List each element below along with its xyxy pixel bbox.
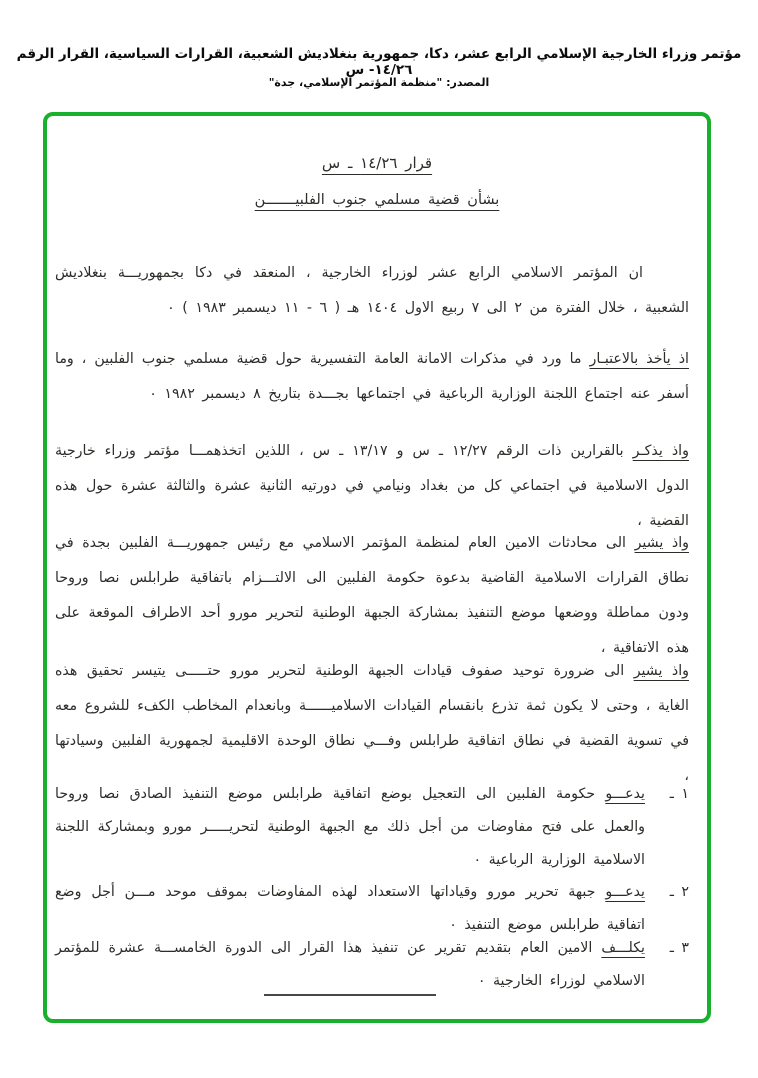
paragraph-text: ما ورد في مذكرات الامانة العامة التفسيرية حول قضية مسلمي جنوب الفلبين ، وما أسفر عنه اجتماع اللجنة الوزارية الرباعية في اجتماعها بجـــدة بتاريخ ٨ ديسمبر ١٩٨٢ ٠ [55, 351, 689, 402]
item-text [55, 778, 645, 877]
item-number: ١ ـ [669, 786, 689, 802]
item-number: ٣ ـ [669, 940, 689, 956]
header-line-1: مؤتمر وزراء الخارجية الإسلامي الرابع عشر، دكا، جمهورية بنغلاديش الشعبية، القرارات السياسية، القرار الرقم ١٤/٢٦- س [16, 46, 742, 78]
header-source-line: المصدر: "منظمة المؤتمر الإسلامي، جدة" [268, 76, 490, 89]
item-lead: يدعـــو [605, 786, 645, 802]
paragraph-lead: واذ يشير [634, 535, 689, 551]
item-text [55, 932, 645, 998]
resolution-title-text: قرار ١٤/٢٦ ـ س [321, 154, 433, 172]
paragraph-lead: واذ يشير [633, 663, 689, 679]
preamble-paragraph-5 [55, 654, 689, 794]
paragraph-lead: اذ يأخذ بالاعتبـار [589, 351, 689, 367]
paragraph-text: الى ضرورة توحيد صفوف قيادات الجبهة الوطنية لتحرير مورو حتـــــى يتيسر تحقيق هذه الغاية ، وحتى لا يكون ثمة تذرع بانقسام القيادات الاسلاميــــــة وبانعدام المخاطب الكفء للشروع معه في تسوية القضية في نطاق اتفاقية طرابلس وفـــي نطاق الوحدة الاقليمية لجمهورية الفلبين وسيادتها ، [55, 663, 689, 784]
operative-item-1 [55, 778, 689, 877]
item-lead: يكلـــف [601, 940, 645, 956]
item-body: حكومة الفلبين الى التعجيل بوضع اتفاقية طرابلس موضع التنفيذ الصادق نصا وروحا والعمل على فتح مفاوضات من أجل ذلك مع الجبهة الوطنية لتحريـــــر مورو وبمشاركة اللجنة الاسلامية الوزارية الرباعية ٠ [55, 786, 645, 868]
preamble-paragraph-4 [55, 526, 689, 666]
preamble-paragraph-1 [55, 256, 689, 326]
paragraph-text: ان المؤتمر الاسلامي الرابع عشر لوزراء الخارجية ، المنعقد في دكا بجمهوريـــة بنغلاديش الشعبية ، خلال الفترة من ٢ الى ٧ ربيع الاول ١٤٠٤ هـ ( ٦ - ١١ ديسمبر ١٩٨٣ ) ٠ [55, 265, 689, 316]
operative-item-3 [55, 932, 689, 998]
resolution-subtitle [47, 192, 707, 208]
preamble-paragraph-2 [55, 342, 689, 412]
item-lead: يدعـــو [605, 884, 645, 900]
resolution-title [47, 154, 707, 172]
green-border-frame [43, 112, 711, 1023]
footer-divider [264, 994, 436, 996]
item-body: جبهة تحرير مورو وقياداتها الاستعداد لهذه المفاوضات بموقف موحد مـــن أجل وضع اتفاقية طرابلس موضع التنفيذ ٠ [55, 884, 645, 933]
paragraph-text: الى محادثات الامين العام لمنظمة المؤتمر الاسلامي مع رئيس جمهوريـــة الفلبين بجدة في نطاق القرارات الاسلامية القاضية بدعوة حكومة الفلبين الى الالتـــزام باتفاقية طرابلس نصا وروحا ودون مماطلة ووضعها موضع التنفيذ بمشاركة الجبهة الوطنية لتحرير مورو أحد الاطراف الموقعة على هذه الاتفاقية ، [55, 535, 689, 656]
resolution-subtitle-text: بشأن قضية مسلمي جنوب الفلبيـــــــن [254, 192, 500, 208]
item-body: الامين العام بتقديم تقرير عن تنفيذ هذا القرار الى الدورة الخامســـة عشرة للمؤتمر الاسلامي لوزراء الخارجية ٠ [55, 940, 645, 989]
preamble-paragraph-3 [55, 434, 689, 539]
paragraph-text: بالقرارين ذات الرقم ١٢/٢٧ ـ س و ١٣/١٧ ـ س ، اللذين اتخذهمـــا مؤتمر وزراء خارجية الدول الاسلامية في اجتماعي كل من بغداد ونيامي في دورتيه الثانية عشرة والثالثة عشرة حول هذه القضية ، [55, 443, 689, 529]
item-number: ٢ ـ [669, 884, 689, 900]
paragraph-lead: واذ يذكـر [632, 443, 689, 459]
